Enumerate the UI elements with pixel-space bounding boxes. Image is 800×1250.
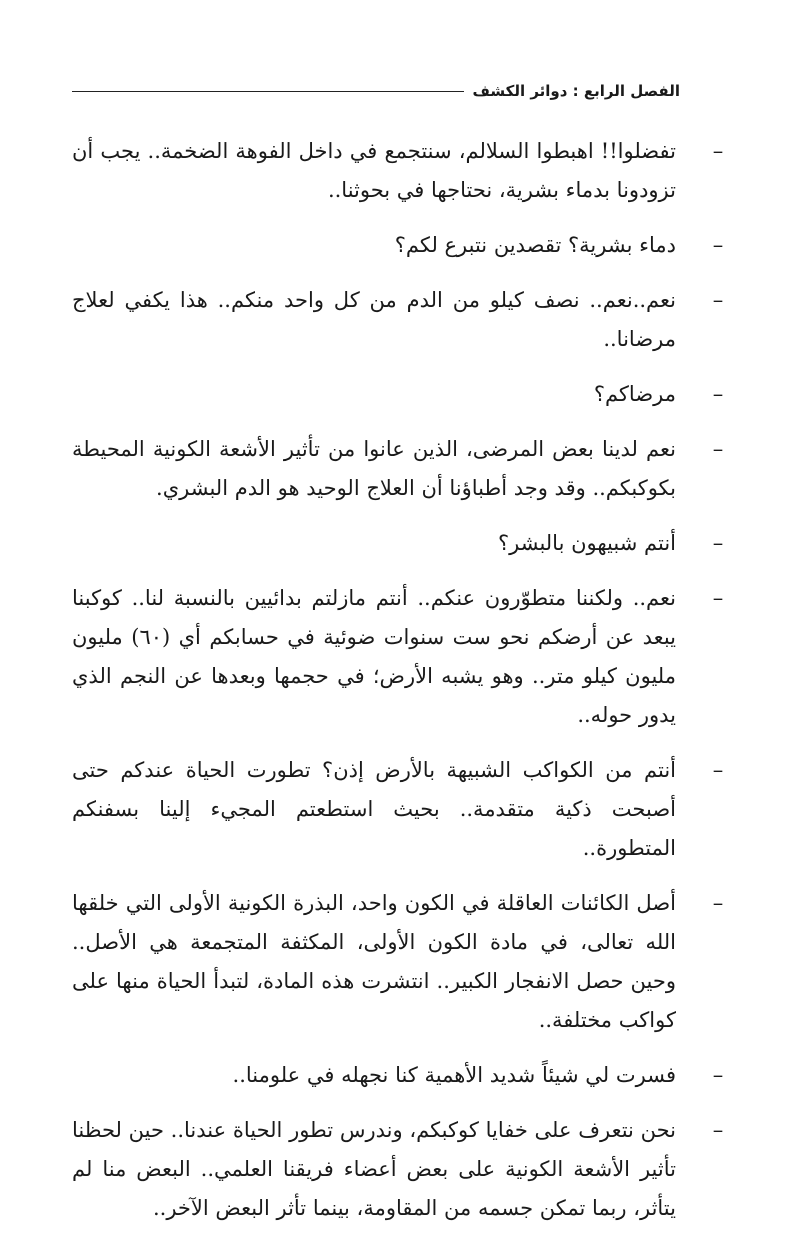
dialogue-paragraph: [72, 1111, 728, 1228]
dialogue-paragraph: [72, 884, 728, 1040]
dialogue-paragraph: [72, 579, 728, 735]
paragraph-text: نعم.. ولكننا متطوّرون عنكم.. أنتم مازلتم بدائيين بالنسبة لنا.. كوكبنا يبعد عن أرضكم نحو ست سنوات ضوئية في حسابكم أي (٦٠) مليون مليون كيلو متر.. وهو يشبه الأرض؛ في حجمها وبعدها عن النجم الذي يدور حوله..: [72, 586, 676, 727]
paragraph-text: نحن نتعرف على خفايا كوكبكم، وندرس تطور الحياة عندنا.. حين لحظنا تأثير الأشعة الكونية على بعض أعضاء فريقنا العلمي.. البعض منا لم يتأثر، ربما تمكن جسمه من المقاومة، بينما تأثر البعض الآخر..: [72, 1118, 676, 1220]
dialogue-paragraph: [72, 430, 728, 508]
paragraph-text: نعم..نعم.. نصف كيلو من الدم من كل واحد منكم.. هذا يكفي لعلاج مرضانا..: [72, 288, 676, 351]
dialogue-dash: –: [712, 891, 724, 915]
paragraph-text: تفضلوا!! اهبطوا السلالم، سنتجمع في داخل الفوهة الضخمة.. يجب أن تزودونا بدماء بشرية، نحتاجها في بحوثنا..: [72, 139, 676, 202]
dialogue-dash: –: [712, 531, 724, 555]
dialogue-dash: –: [712, 437, 724, 461]
dialogue-dash: –: [712, 139, 724, 163]
dialogue-dash: –: [712, 382, 724, 406]
chapter-title: الفصل الرابع : دوائر الكشف: [472, 82, 680, 100]
dialogue-dash: –: [712, 1063, 724, 1087]
header-rule: [72, 91, 464, 92]
paragraph-text: أصل الكائنات العاقلة في الكون واحد، البذرة الكونية الأولى التي خلقها الله تعالى، في مادة الكون الأولى، المكثفة المتجمعة هي الأصل.. وحين حصل الانفجار الكبير.. انتشرت هذه المادة، لتبدأ الحياة منها على كواكب مختلفة..: [72, 891, 676, 1032]
paragraph-text: مرضاكم؟: [593, 382, 676, 406]
dialogue-dash: –: [712, 1118, 724, 1142]
page-body: [72, 132, 728, 1244]
dialogue-dash: –: [712, 586, 724, 610]
dialogue-paragraph: [72, 375, 728, 414]
dialogue-paragraph: [72, 751, 728, 868]
dialogue-paragraph: [72, 226, 728, 265]
paragraph-text: أنتم من الكواكب الشبيهة بالأرض إذن؟ تطورت الحياة عندكم حتى أصبحت ذكية متقدمة.. بحيث استطعتم المجيء إلينا بسفنكم المتطورة..: [72, 758, 676, 860]
dialogue-dash: –: [712, 233, 724, 257]
dialogue-paragraph: [72, 281, 728, 359]
dialogue-paragraph: [72, 132, 728, 210]
paragraph-text: فسرت لي شيئاً شديد الأهمية كنا نجهله في علومنا..: [232, 1063, 676, 1087]
dialogue-dash: –: [712, 758, 724, 782]
paragraph-text: أنتم شبيهون بالبشر؟: [497, 531, 676, 555]
paragraph-text: دماء بشرية؟ تقصدين نتبرع لكم؟: [394, 233, 676, 257]
dialogue-paragraph: [72, 524, 728, 563]
paragraph-text: نعم لدينا بعض المرضى، الذين عانوا من تأثير الأشعة الكونية المحيطة بكوكبكم.. وقد وجد أطباؤنا أن العلاج الوحيد هو الدم البشري.: [72, 437, 676, 500]
dialogue-paragraph: [72, 1056, 728, 1095]
running-header: [72, 76, 680, 106]
dialogue-dash: –: [712, 288, 724, 312]
